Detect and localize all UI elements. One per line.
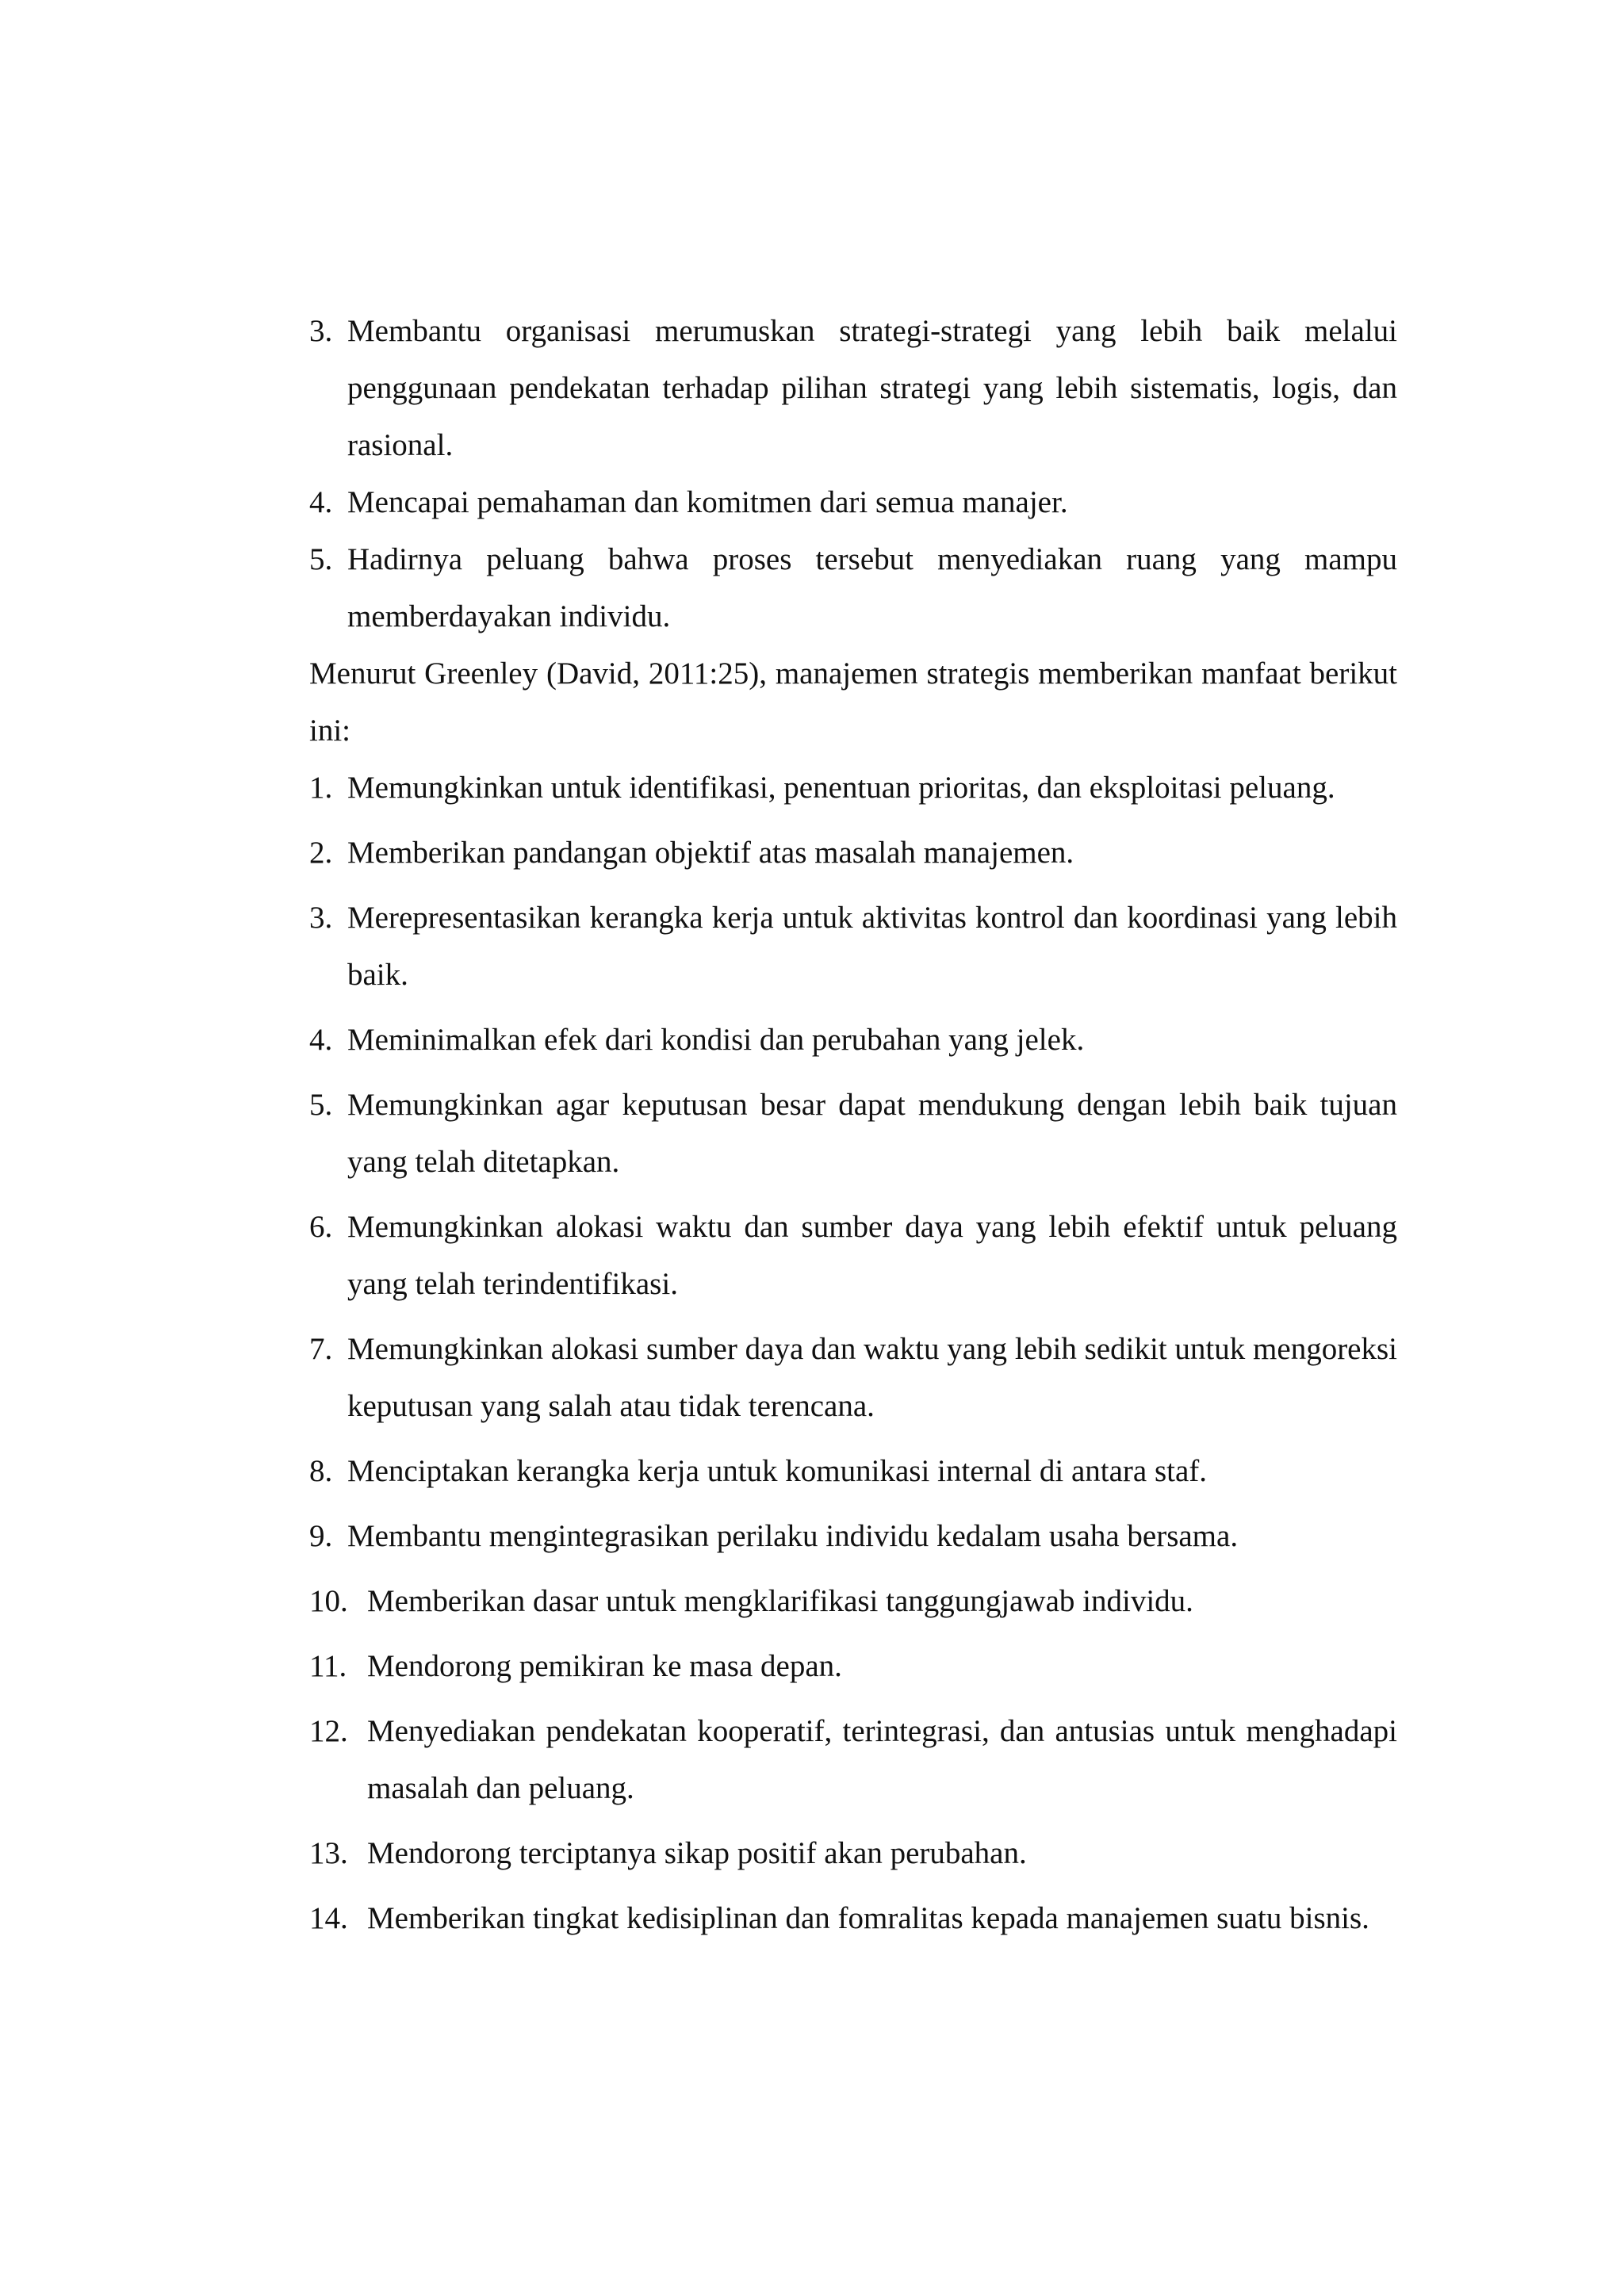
list-item [309,1443,1397,1500]
list-item-text: Membantu mengintegrasikan perilaku individu kedalam usaha bersama. [347,1519,1239,1553]
list-item-text: Menyediakan pendekatan kooperatif, terintegrasi, dan antusias untuk menghadapi masalah dan peluang. [367,1714,1397,1805]
list-item [309,1890,1397,1947]
list-item-number: 14. [309,1901,348,1935]
list-item-text: Memberikan tingkat kedisiplinan dan fomralitas kepada manajemen suatu bisnis. [367,1901,1369,1935]
list-item-number: 10. [309,1584,348,1618]
list-item [309,303,1397,474]
list-item-text: Hadirnya peluang bahwa proses tersebut menyediakan ruang yang mampu memberdayakan individu. [347,542,1397,633]
list-item-number: 12. [309,1714,348,1748]
list-item-number: 2. [309,836,333,870]
list-item [309,1638,1397,1695]
list-item-text: Merepresentasikan kerangka kerja untuk aktivitas kontrol dan koordinasi yang lebih baik. [347,901,1397,992]
list-item-text: Memberikan pandangan objektif atas masalah manajemen. [347,836,1074,870]
list-item-text: Memungkinkan untuk identifikasi, penentuan prioritas, dan eksploitasi peluang. [347,771,1335,805]
list-item [309,760,1397,817]
list-top [309,303,1397,645]
list-item-number: 3. [309,314,333,348]
list-item-text: Memungkinkan alokasi waktu dan sumber daya yang lebih efektif untuk peluang yang telah terindentifikasi. [347,1210,1397,1301]
list-item-number: 5. [309,1088,333,1122]
list-item-number: 7. [309,1332,333,1366]
list-item-number: 11. [309,1649,347,1683]
list-item-text: Mendorong terciptanya sikap positif akan perubahan. [367,1836,1027,1870]
list-item [309,1703,1397,1817]
list-item-number: 1. [309,771,333,805]
list-item [309,825,1397,882]
list-item [309,1573,1397,1630]
list-item-text: Membantu organisasi merumuskan strategi-strategi yang lebih baik melalui penggunaan pendekatan terhadap pilihan strategi yang lebih sistematis, logis, dan rasional. [347,314,1397,462]
list-item-text: Memungkinkan alokasi sumber daya dan waktu yang lebih sedikit untuk mengoreksi keputusan yang salah atau tidak terencana. [347,1332,1397,1423]
list-item-text: Mencapai pemahaman dan komitmen dari semua manajer. [347,485,1068,519]
list-item [309,474,1397,531]
list-item [309,890,1397,1004]
list-item [309,1825,1397,1882]
list-item-number: 5. [309,542,333,576]
list-item-number: 9. [309,1519,333,1553]
list-item-number: 4. [309,485,333,519]
list-item [309,1199,1397,1313]
page-body [309,303,1397,1955]
list-item-number: 4. [309,1023,333,1057]
list-item-text: Memberikan dasar untuk mengklarifikasi tanggungjawab individu. [367,1584,1193,1618]
list-item-number: 6. [309,1210,333,1244]
list-item-number: 3. [309,901,333,935]
intro-paragraph: Menurut Greenley (David, 2011:25), manajemen strategis memberikan manfaat berikut ini: [309,656,1397,748]
list-item [309,1321,1397,1435]
list-item-number: 8. [309,1454,333,1488]
list-item-text: Menciptakan kerangka kerja untuk komunikasi internal di antara staf. [347,1454,1208,1488]
list-main [309,760,1397,1947]
list-item-text: Memungkinkan agar keputusan besar dapat mendukung dengan lebih baik tujuan yang telah ditetapkan. [347,1088,1397,1179]
list-item-text: Mendorong pemikiran ke masa depan. [367,1649,842,1683]
list-item [309,531,1397,645]
list-item-text: Meminimalkan efek dari kondisi dan perubahan yang jelek. [347,1023,1085,1057]
list-item-number: 13. [309,1836,348,1870]
list-item [309,1077,1397,1191]
list-item [309,1508,1397,1565]
list-item [309,1012,1397,1069]
